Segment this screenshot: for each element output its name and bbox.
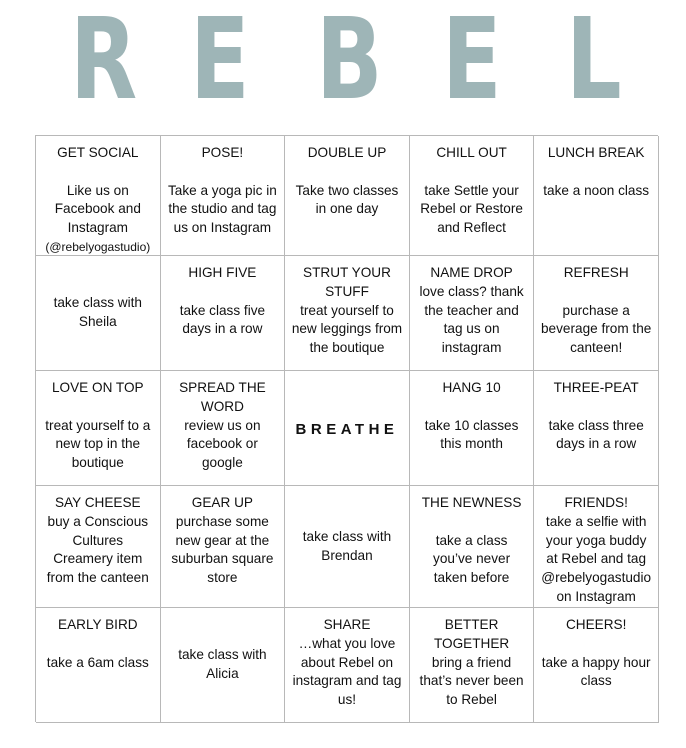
cell-body: take a 6am class bbox=[46, 654, 149, 670]
bingo-cell-lunch-break bbox=[534, 136, 659, 256]
logo-letter-e2: E bbox=[442, 0, 502, 125]
cell-note-handle: (@rebelyogastudio) bbox=[45, 239, 151, 254]
cell-body: take class five days in a row bbox=[179, 302, 266, 337]
cell-title: SAY CHEESE bbox=[54, 495, 141, 510]
bingo-cell-love-on-top bbox=[36, 371, 161, 486]
cell-body: take class with Alicia bbox=[178, 647, 267, 681]
cell-title: LUNCH BREAK bbox=[547, 145, 645, 160]
cell-title: DOUBLE UP bbox=[307, 145, 387, 160]
bingo-cell-share bbox=[285, 608, 410, 723]
cell-body: purchase a beverage from the canteen! bbox=[541, 302, 652, 356]
bingo-cell-say-cheese bbox=[36, 486, 161, 608]
cell-body: review us on facebook or google bbox=[184, 417, 261, 471]
cell-body: take a noon class bbox=[543, 182, 650, 198]
cell-body: buy a Conscious Cultures Creamery item from the canteen bbox=[46, 513, 149, 586]
cell-title: EARLY BIRD bbox=[58, 617, 138, 632]
bingo-cell-strut-your-stuff bbox=[285, 256, 410, 371]
cell-body: take class three days in a row bbox=[548, 417, 644, 452]
cell-body: Like us on Facebook and Instagram bbox=[54, 182, 141, 236]
bingo-cell-early-bird bbox=[36, 608, 161, 723]
cell-body: …what you love about Rebel on instagram and tag us! bbox=[292, 635, 402, 708]
bingo-cell-pose bbox=[161, 136, 286, 256]
cell-body: take 10 classes this month bbox=[424, 417, 519, 452]
cell-body: treat yourself to new leggings from the boutique bbox=[291, 302, 403, 356]
cell-title: REFRESH bbox=[563, 265, 629, 280]
cell-body: Take a yoga pic in the studio and tag us on Instagram bbox=[167, 182, 277, 236]
cell-title: SPREAD THE WORD bbox=[179, 380, 266, 414]
cell-title: CHILL OUT bbox=[436, 145, 507, 160]
bingo-cell-high-five bbox=[161, 256, 286, 371]
cell-body: purchase some new gear at the suburban square store bbox=[171, 513, 274, 586]
cell-title: GEAR UP bbox=[191, 495, 253, 510]
rebel-logo bbox=[0, 0, 686, 125]
cell-body: take Settle your Rebel or Restore and Reflect bbox=[420, 182, 523, 236]
bingo-cell-refresh bbox=[534, 256, 659, 371]
bingo-cell-free-breathe bbox=[285, 371, 410, 486]
cell-body: take a class you’ve never taken before bbox=[433, 532, 511, 586]
bingo-cell-three-peat bbox=[534, 371, 659, 486]
bingo-cell-name-drop bbox=[410, 256, 535, 371]
cell-title: THE NEWNESS bbox=[421, 495, 522, 510]
cell-title: GET SOCIAL bbox=[57, 145, 139, 160]
cell-body: take class with Sheila bbox=[53, 295, 142, 329]
cell-title: HANG 10 bbox=[442, 380, 501, 395]
cell-body: take a selfie with your yoga buddy at Rebel and tag @rebelyogastudio on Instagram bbox=[541, 513, 652, 604]
bingo-cell-hang-10 bbox=[410, 371, 535, 486]
cell-title: HIGH FIVE bbox=[188, 265, 257, 280]
logo-letter-b: B bbox=[316, 0, 383, 125]
cell-title: POSE! bbox=[201, 145, 244, 160]
bingo-cell-spread-the-word bbox=[161, 371, 286, 486]
bingo-cell-better-together bbox=[410, 608, 535, 723]
cell-body: take a happy hour class bbox=[541, 654, 651, 689]
cell-title: SHARE bbox=[323, 617, 371, 632]
bingo-cell-alicia bbox=[161, 608, 286, 723]
cell-title: STRUT YOUR STUFF bbox=[303, 265, 391, 299]
bingo-grid bbox=[35, 135, 658, 722]
cell-title: NAME DROP bbox=[430, 265, 513, 280]
logo-letter-e: E bbox=[190, 0, 250, 125]
cell-body: bring a friend that’s never been to Rebel bbox=[419, 654, 524, 708]
free-space-label: BREATHE bbox=[295, 420, 399, 438]
bingo-cell-friends bbox=[534, 486, 659, 608]
bingo-cell-the-newness bbox=[410, 486, 535, 608]
cell-body: treat yourself to a new top in the boutique bbox=[45, 417, 151, 471]
cell-title: FRIENDS! bbox=[564, 495, 628, 510]
bingo-cell-double-up bbox=[285, 136, 410, 256]
bingo-cell-chill-out bbox=[410, 136, 535, 256]
cell-title: BETTER TOGETHER bbox=[433, 617, 510, 651]
cell-body: take class with Brendan bbox=[302, 528, 392, 563]
bingo-cell-sheila bbox=[36, 256, 161, 371]
bingo-cell-brendan bbox=[285, 486, 410, 608]
cell-title: THREE-PEAT bbox=[553, 380, 639, 395]
logo-letter-l: L bbox=[566, 0, 622, 125]
cell-body: Take two classes in one day bbox=[295, 182, 399, 217]
bingo-cell-gear-up bbox=[161, 486, 286, 608]
cell-title: CHEERS! bbox=[565, 617, 627, 632]
bingo-cell-cheers bbox=[534, 608, 659, 723]
cell-body: love class? thank the teacher and tag us on instagram bbox=[419, 283, 524, 356]
cell-title: LOVE ON TOP bbox=[51, 380, 144, 395]
bingo-cell-get-social bbox=[36, 136, 161, 256]
logo-letter-r: R bbox=[70, 0, 138, 125]
